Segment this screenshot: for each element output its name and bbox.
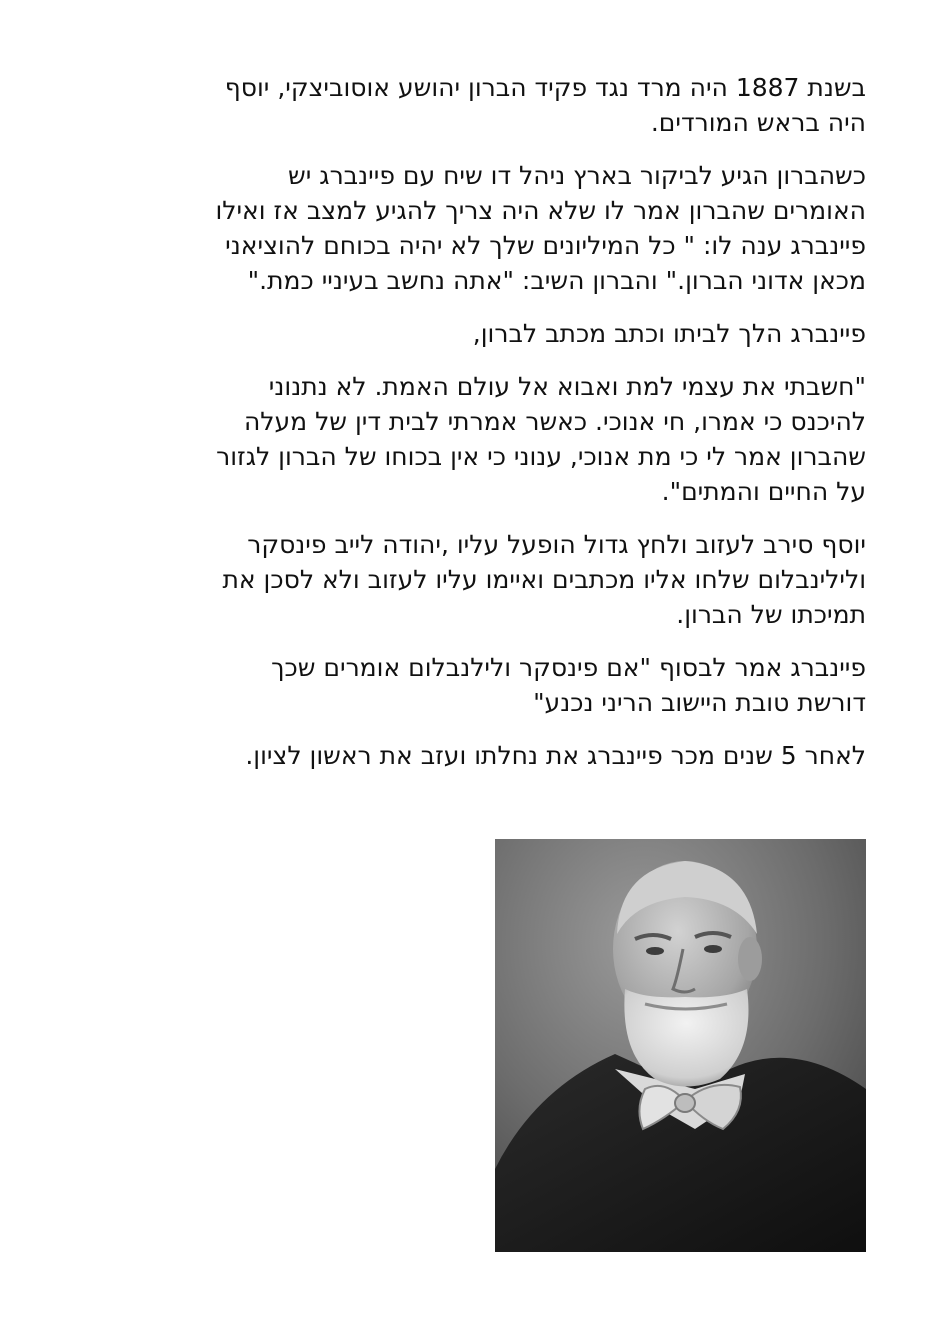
paragraph-2 xyxy=(40,158,866,298)
text-line: פיינברג אמר לבסוף "אם פינסקר ולילנבלום אומרים שכך xyxy=(271,653,866,682)
text-line: פיינברג הלך לביתו וכתב מכתב לברון, xyxy=(472,319,866,348)
text-line: היה בראש המורדים. xyxy=(650,108,866,137)
article-text xyxy=(40,70,866,791)
paragraph-3 xyxy=(40,316,866,351)
text-line: תמיכתו של הברון. xyxy=(676,600,866,629)
paragraph-6 xyxy=(40,650,866,720)
text-line: להיכנס כי אמרו, חי אנוכי. כאשר אמרתי לבית דין של מעלה xyxy=(243,407,866,436)
text-line: שהברון אמר לי כי מת אנוכי, ענוני כי אין בכוחו של הברון לגזור xyxy=(216,442,866,471)
text-line: "חשבתי את עצמי למת ואבוא אל עולם האמת. לא נתנוני xyxy=(268,372,866,401)
paragraph-1 xyxy=(40,70,866,140)
text-line: ולילינבלום שלחו אליו מכתבים ואיימו עליו לעזוב ולא לסכן את xyxy=(222,565,866,594)
text-line: מכאן אדוני הברון." והברון השיב: "אתה נחשב בעיניי כמת." xyxy=(247,266,866,295)
paragraph-4 xyxy=(40,369,866,509)
text-line: יוסף סירב לעזוב ולחץ גדול הופעל עליו ,יהודה לייב פינסקר xyxy=(247,530,866,559)
paragraph-7 xyxy=(40,738,866,773)
text-line: האומרים שהברון אמר לו שלא היה צריך להגיע למצב אז ואילו xyxy=(215,196,866,225)
text-line: בשנת 1887 היה מרד נגד פקיד הברון יהושע אוסוביצקי, יוסף xyxy=(224,73,866,102)
portrait-photo xyxy=(495,839,866,1252)
text-line: דורשת טובת היישוב הריני נכנע" xyxy=(533,688,866,717)
text-line: לאחר 5 שנים מכר פיינברג את נחלתו ועזב את ראשון לציון. xyxy=(245,741,866,770)
text-line: על החיים והמתים". xyxy=(661,477,866,506)
portrait-photo-icon xyxy=(495,839,866,1252)
text-line: פיינברג ענה לו: " כל המיליונים שלך לא יהיה בכוחם להוציאני xyxy=(225,231,866,260)
paragraph-5 xyxy=(40,527,866,632)
text-line: כשהברון הגיע לביקור בארץ ניהל דו שיח עם פיינברג יש xyxy=(288,161,866,190)
